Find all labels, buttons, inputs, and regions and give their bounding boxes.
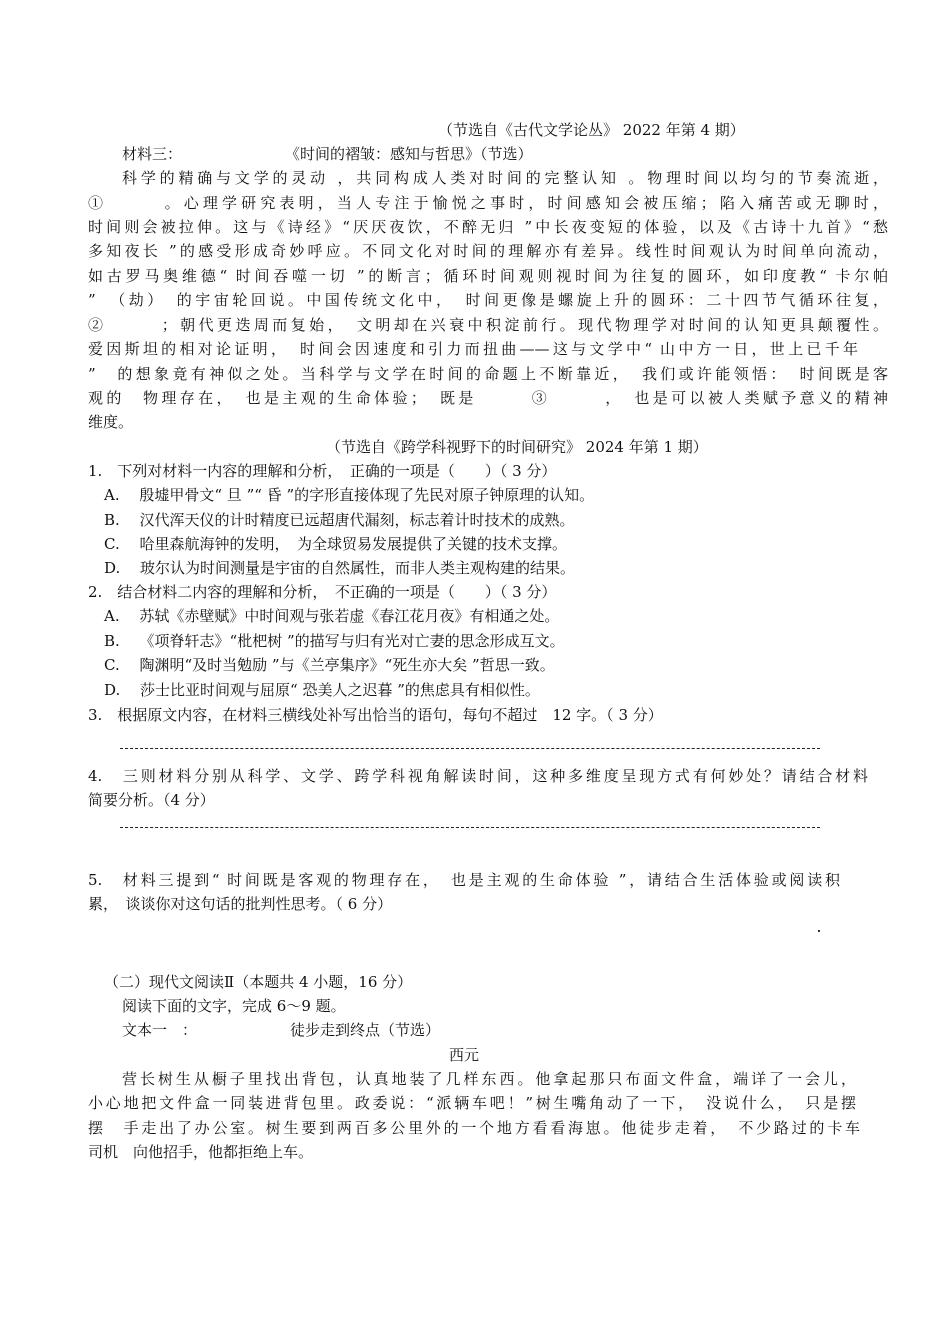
material3-heading: 材料三：: [122, 145, 183, 163]
question-4-stem: 4. 三则材料分别从科学、文学、跨学科视角解读时间，这种多维度呈现方式有何妙处？请结合材料: [88, 767, 868, 785]
answer-area-mark: [818, 930, 820, 932]
question-3-stem: 3. 根据原文内容，在材料三横线处补写出恰当的语句，每句不超过 12 字。（ 3 分）: [88, 706, 663, 724]
text-1-title: 徒步走到终点（节选）: [290, 1021, 441, 1039]
section-2-heading: （二）现代文阅读Ⅱ（本题共 4 小题，16 分）: [104, 973, 413, 991]
material3-paragraph-line: 如古罗马奥维德“ 时间吞噬一切 ”的断言；循环时间观则视时间为往复的圆环，如印度教“ 卡尔帕: [88, 267, 888, 285]
question-1-option-c: C. 哈里森航海钟的发明， 为全球贸易发展提供了关键的技术支撑。: [104, 535, 567, 553]
material3-title: 《时间的褶皱：感知与哲思》（节选）: [285, 145, 533, 163]
text-1-author: 西元: [449, 1046, 480, 1064]
material3-paragraph-line: ” 的想象竟有神似之处。当科学与文学在时间的命题上不断靠近， 我们或许能领悟： 时间既是客: [88, 365, 888, 383]
material3-paragraph-line: ② ；朝代更迭周而复始， 文明却在兴衰中积淀前行。现代物理学对时间的认知更具颠覆性。: [88, 316, 888, 334]
question-5-stem: 5. 材料三提到“ 时间既是客观的物理存在， 也是主观的生命体验 ”，请结合生活体验或阅读积: [88, 871, 840, 889]
question-1-option-b: B. 汉代浑天仪的计时精度已远超唐代漏刻，标志着计时技术的成熟。: [104, 511, 575, 529]
question-1-option-d: D. 玻尔认为时间测量是宇宙的自然属性，而非人类主观构建的结果。: [104, 559, 576, 577]
material3-paragraph-line: 爱因斯坦的相对论证明， 时间会因速度和引力而扭曲——这与文学中“ 山中方一日，世上已千年: [88, 340, 858, 358]
answer-blank-line[interactable]: [120, 748, 820, 749]
section-2-instruction: 阅读下面的文字，完成 6～9 题。: [122, 997, 346, 1015]
question-2-option-c: C. 陶渊明“及时当勉励 ”与《兰亭集序》“死生亦大矣 ”哲思一致。: [104, 656, 555, 674]
question-1-stem: 1. 下列对材料一内容的理解和分析， 正确的一项是（ ）（ 3 分）: [88, 462, 557, 480]
text-1-paragraph-line: 小心地把文件盒一同装进背包里。政委说：“派辆车吧！”树生嘴角动了一下， 没说什么， 只是摆: [88, 1094, 856, 1112]
material2-source: （节选自《古代文学论丛》 2022 年第 4 期）: [438, 121, 745, 139]
question-5-stem-continued: 累， 谈谈你对这句话的批判性思考。（ 6 分）: [88, 895, 393, 913]
text-1-paragraph-line: 摆 手走出了办公室。树生要到两百多公里外的一个地方看看海崽。他徒步走着， 不少路过的卡车: [88, 1119, 860, 1137]
question-2-stem: 2. 结合材料二内容的理解和分析， 不正确的一项是（ ）（ 3 分）: [88, 583, 557, 601]
text-1-paragraph-line: 司机 向他招手，他都拒绝上车。: [88, 1143, 314, 1161]
question-2-option-b: B. 《项脊轩志》“枇杷树 ”的描写与归有光对亡妻的思念形成互文。: [104, 632, 565, 650]
question-4-stem-continued: 简要分析。（4 分）: [88, 791, 215, 809]
question-1-option-a: A. 殷墟甲骨文“ 旦 ”“ 昏 ”的字形直接体现了先民对原子钟原理的认知。: [104, 486, 595, 504]
material3-source: （节选自《跨学科视野下的时间研究》 2024 年第 1 期）: [326, 438, 708, 456]
text-1-label: 文本一 ：: [122, 1021, 198, 1039]
material3-paragraph-line: 维度。: [88, 413, 134, 431]
material3-paragraph-line: 时间则会被拉伸。这与《诗经》“厌厌夜饮，不醉无归 ”中长夜变短的体验，以及《古诗十九首》“愁: [88, 218, 888, 236]
material3-paragraph-line: 科学的精确与文学的灵动 ，共同构成人类对时间的完整认知 。物理时间以均匀的节奏流逝，: [122, 169, 888, 187]
text-1-paragraph-line: 营长树生从橱子里找出背包，认真地装了几样东西。他拿起那只布面文件盒，端详了一会儿，: [122, 1070, 856, 1088]
answer-blank-line[interactable]: [120, 827, 820, 828]
question-2-option-a: A. 苏轼《赤壁赋》中时间观与张若虚《春江花月夜》有相通之处。: [104, 607, 560, 625]
material3-paragraph-line: ① 。心理学研究表明，当人专注于愉悦之事时，时间感知会被压缩；陷入痛苦或无聊时，: [88, 194, 888, 212]
material3-paragraph-line: ” （劫） 的宇宙轮回说。中国传统文化中， 时间更像是螺旋上升的圆环：二十四节气循环往复，: [88, 291, 888, 309]
material3-paragraph-line: 观的 物理存在， 也是主观的生命体验； 既是 ③ ， 也是可以被人类赋予意义的精神: [88, 389, 888, 407]
material3-paragraph-line: 多知夜长 ”的感受形成奇妙呼应。不同文化对时间的理解亦有差异。线性时间观认为时间单向流动，: [88, 242, 888, 260]
question-2-option-d: D. 莎士比亚时间观与屈原“ 恐美人之迟暮 ”的焦虑具有相似性。: [104, 681, 540, 699]
